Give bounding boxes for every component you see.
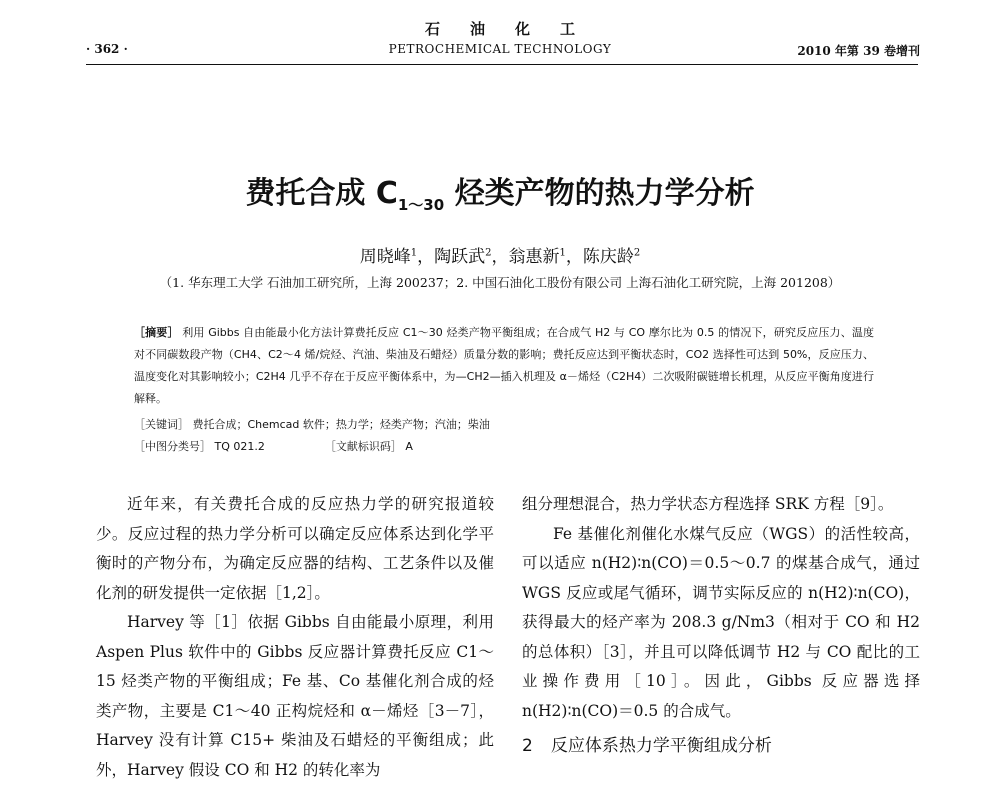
author-affil-mark: 1 [410,247,418,259]
journal-name-cn: 石油化工 [424,20,605,38]
author-name: 翁惠新 [508,247,560,267]
author-affil-mark: 2 [485,247,492,259]
doc-code: A [405,440,413,453]
doc-code-label: ［文献标识码］ [324,440,402,453]
paragraph: Harvey 等［1］依据 Gibbs 自由能最小原理，利用 Aspen Plus 软件中的 Gibbs 反应器计算费托反应 C1～15 烃类产物的平衡组成；Fe 基、Co 基催化剂合成的烃类产物，主要是 C1～40 正构烷烃和 α－烯烃［3－7］，Harvey 没有计算 C15+ 柴油及石蜡烃的平衡组成；此外，Harvey 假设 CO 和 H2 的转化率为 [96,613,494,779]
author-list: 周晓峰$^1$，陶跃武$^2$，翁惠新$^1$，陈庆龄$^2$ [359,247,641,267]
author-affil-mark: 1 [559,247,566,259]
title-part: 烃类产物的热力学分析 [444,176,755,211]
paragraph: 组分理想混合，热力学状态方程选择 SRK 方程［9］。 [522,495,894,513]
keywords-text: 费托合成；Chemcad 软件；热力学；烃类产物；汽油；柴油 [192,418,490,431]
abstract-label: ［摘要］ [134,326,179,339]
title-part: 费托合成 C [245,176,398,211]
keywords-label: ［关键词］ [134,418,189,431]
section-heading [522,732,920,762]
body-right-column [522,490,920,762]
clc-label: ［中图分类号］ [134,440,211,453]
page-number: · 362 · [86,42,128,56]
author-name: 陈庆龄 [582,247,634,267]
paragraph: 近年来，有关费托合成的反应热力学的研究报道较少。反应过程的热力学分析可以确定反应体系达到化学平衡时的产物分布，为确定反应器的结构、工艺条件以及催化剂的研发提供一定依据［1,2］。 [96,495,494,602]
keywords [134,416,874,432]
author-name: 周晓峰 [359,247,411,267]
affiliations: （1. 华东理工大学 石油加工研究所，上海 200237；2. 中国石油化工股份有限公司 上海石油化工研究院，上海 201208） [159,275,841,290]
author-name: 陶跃武 [434,247,486,267]
article-title [0,168,1000,215]
section-number: 2 [522,736,533,756]
abstract-text: 利用 Gibbs 自由能最小化方法计算费托反应 C1～30 烃类产物平衡组成；在合成气 H2 与 CO 摩尔比为 0.5 的情况下，研究反应压力、温度对不同碳数段产物（CH4、C2～4 烯/烷烃、汽油、柴油及石蜡烃）质量分数的影响；费托反应达到平衡状态时，CO2 选择性可达到 50%，反应压力、温度变化对其影响较小；C2H4 几乎不存在于反应平衡体系中，为—CH2—插入机理及 α－烯烃（C2H4）二次吸附碳链增长机理，从反应平衡角度进行解释。 [134,326,874,405]
classification [134,438,874,454]
abstract [134,322,874,410]
paragraph: Fe 基催化剂催化水煤气反应（WGS）的活性较高，可以适应 n(H2)∶n(CO)＝0.5～0.7 的煤基合成气，通过 WGS 反应或尾气循环，调节实际反应的 n(H2)∶n(CO)，获得最大的烃产率为 208.3 g/Nm3（相对于 CO 和 H2 的总体积）［3］，并且可以降低调节 H2 与 CO 配比的工业操作费用［10］。因此，Gibbs 反应器选择 n(H2)∶n(CO)＝0.5 的合成气。 [522,524,920,720]
header-rule [86,64,918,65]
body-left-column [96,490,494,785]
author-affil-mark: 2 [633,247,641,259]
journal-name-en: PETROCHEMICAL TECHNOLOGY [388,42,612,56]
clc-code: TQ 021.2 [214,440,265,453]
section-title: 反应体系热力学平衡组成分析 [550,736,772,756]
issue-info: 2010 年第 39 卷增刊 [797,44,920,58]
title-subscript: 1～30 [397,196,445,214]
